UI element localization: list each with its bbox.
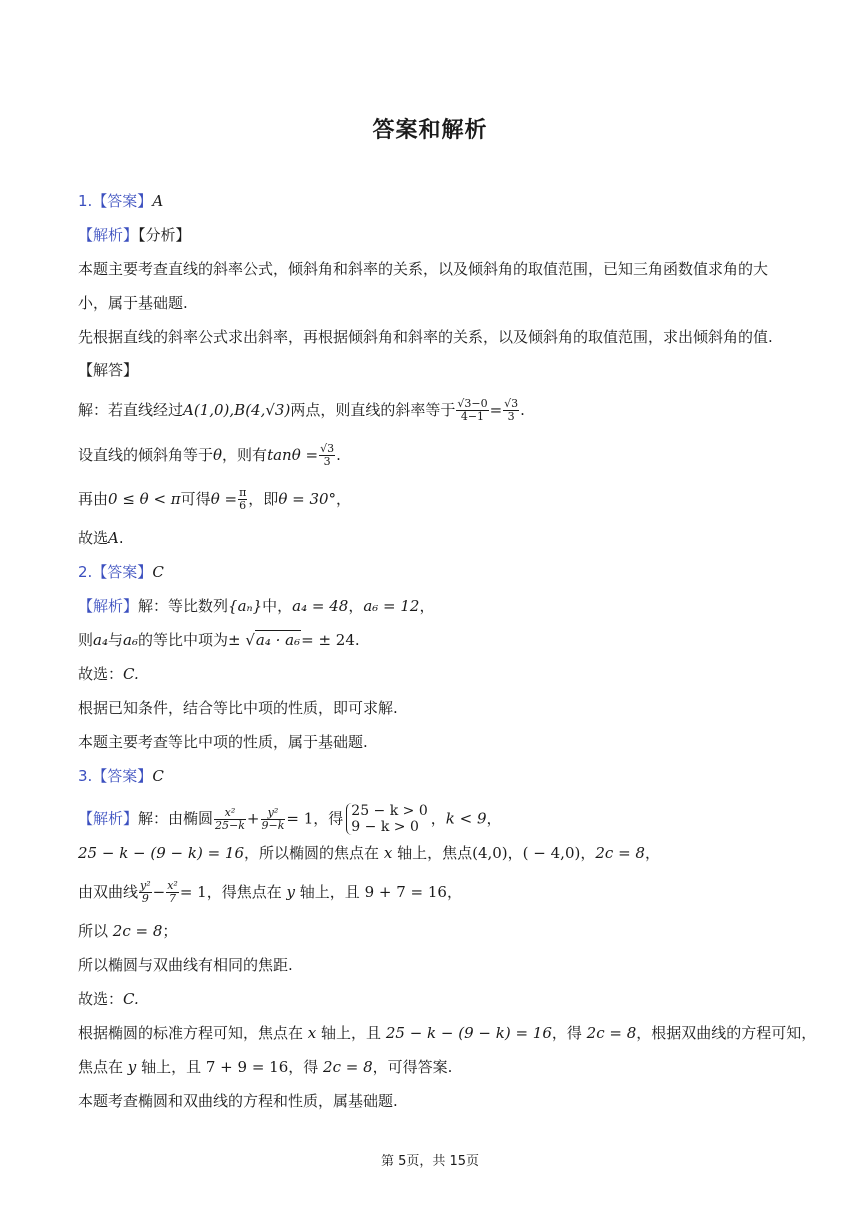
- math: 2c = 8: [595, 844, 645, 862]
- text: 故选：: [78, 665, 124, 683]
- page-footer: 第 5页，共 15页: [380, 1154, 480, 1169]
- q2-line-3: [78, 663, 139, 685]
- q2-answer-label: 2.【答案】: [78, 563, 153, 581]
- text: 轴上，且: [321, 1024, 382, 1042]
- math: A: [108, 529, 119, 547]
- q1-solution-line-2: [78, 443, 341, 468]
- q3-line-4: [78, 920, 177, 942]
- text: 故选: [78, 529, 109, 547]
- q1-answer-label: 1.【答案】: [78, 192, 153, 210]
- q1-fenxi-tag: 【分析】: [138, 226, 191, 244]
- text: ，: [486, 809, 502, 828]
- math: −: [152, 883, 166, 901]
- q1-para-3: 先根据直线的斜率公式求出斜率，再根据倾斜角和斜率的关系，以及倾斜角的取值范围，求出倾斜角的值.: [78, 328, 773, 346]
- q3-line-3: [78, 880, 462, 905]
- page-title: 答案和解析: [372, 118, 488, 143]
- math: = ± 24.: [301, 631, 360, 649]
- math: x: [307, 1024, 317, 1042]
- numerator: x²: [167, 879, 178, 892]
- sqrt-symbol: √: [245, 631, 255, 649]
- q1-solution-line-1: [78, 398, 525, 423]
- math: a₆ = 12: [363, 597, 420, 615]
- math: k < 9: [445, 809, 487, 828]
- text: 解：等比数列: [138, 597, 229, 615]
- denominator: 9−k: [261, 818, 285, 832]
- denominator: 6: [239, 499, 247, 512]
- text: ，可得答案.: [372, 1058, 453, 1076]
- fraction: [456, 398, 488, 423]
- text: ，: [419, 597, 435, 615]
- math: = 1: [179, 883, 207, 901]
- text: .: [336, 446, 341, 464]
- math: y: [286, 883, 296, 901]
- text: 轴上，且: [299, 883, 360, 901]
- text: ，: [446, 883, 462, 901]
- system-row: 25 − k > 0: [351, 803, 428, 819]
- text: 解：由椭圆: [138, 809, 214, 828]
- text: 由双曲线: [78, 883, 139, 901]
- math: =: [489, 401, 503, 419]
- q1-analysis-tags: [78, 224, 191, 246]
- text: ，得: [551, 1024, 582, 1042]
- q1-solution-line-3: [78, 487, 351, 512]
- math: 2c = 8: [586, 1024, 637, 1042]
- numerator: x²: [214, 807, 246, 820]
- math-points: A(1,0),B(4,√3): [183, 401, 291, 419]
- q3-line-9: 本题考查椭圆和双曲线的方程和性质，属基础题.: [78, 1092, 398, 1110]
- radicand: a₄ · a₆: [255, 631, 301, 649]
- q1-answer-value: A: [152, 192, 164, 210]
- text: 根据椭圆的标准方程可知，焦点在: [78, 1024, 304, 1042]
- text: ，: [348, 597, 364, 615]
- math: (4,0): [472, 844, 508, 862]
- fraction: [238, 487, 247, 512]
- math: tanθ =: [267, 446, 319, 464]
- q2-line-4: 根据已知条件，结合等比中项的性质，即可求解.: [78, 699, 398, 717]
- q3-line-8: [78, 1056, 452, 1078]
- fraction: [214, 807, 246, 832]
- math: ±: [227, 631, 241, 649]
- q3-answer-value: C: [152, 767, 164, 785]
- math: 25 − k − (9 − k) = 16: [385, 1024, 552, 1042]
- text: 设直线的倾斜角等于: [78, 446, 214, 464]
- text: 故选：: [78, 990, 124, 1008]
- text: ，: [430, 809, 446, 828]
- q1-solution-tag: 【解答】: [78, 361, 139, 379]
- text: ，所以椭圆的焦点在: [244, 844, 380, 862]
- math: ( − 4,0): [522, 844, 581, 862]
- text: 解：若直线经过: [78, 401, 184, 419]
- equation-system: [346, 803, 427, 835]
- q2-answer-line: [78, 561, 164, 583]
- text: 的等比中项为: [137, 631, 228, 649]
- text: ，则有: [222, 446, 268, 464]
- math: 0 ≤ θ < π: [108, 490, 181, 508]
- math: a₆: [123, 631, 138, 649]
- text: ，: [336, 490, 352, 508]
- math: 7 + 9 = 16: [205, 1058, 289, 1076]
- system-row: 9 − k > 0: [351, 819, 419, 835]
- fraction: [319, 443, 335, 468]
- numerator: π: [239, 486, 247, 499]
- text: 则: [78, 631, 94, 649]
- q1-answer-line: [78, 190, 163, 212]
- text: ，: [507, 844, 523, 862]
- math: {aₙ}: [228, 597, 263, 615]
- denominator: 9: [141, 892, 149, 905]
- math: a₄ = 48: [292, 597, 349, 615]
- math: = 1: [286, 809, 314, 828]
- text: 与: [107, 631, 123, 649]
- denominator: 4−1: [460, 410, 485, 423]
- text: ，得焦点在: [206, 883, 282, 901]
- text: 中，: [262, 597, 293, 615]
- text: 再由: [78, 490, 109, 508]
- numerator: √3: [320, 442, 335, 455]
- text: .: [520, 401, 525, 419]
- math: θ =: [210, 490, 238, 508]
- q3-line-2: [78, 842, 660, 864]
- q2-line-1: [78, 595, 435, 617]
- numerator: √3−0: [457, 397, 488, 410]
- math: 2c = 8: [323, 1058, 373, 1076]
- text: 焦点在: [78, 1058, 124, 1076]
- q2-line-2: [78, 629, 360, 651]
- numerator: y²: [140, 879, 151, 892]
- q1-analysis-tag: 【解析】: [78, 226, 139, 244]
- q2-analysis-tag: 【解析】: [78, 597, 139, 615]
- math: 25 − k − (9 − k) = 16: [78, 844, 245, 862]
- fraction: [166, 880, 179, 905]
- q2-answer-value: C: [152, 563, 164, 581]
- q2-line-5: 本题主要考查等比中项的性质，属于基础题.: [78, 733, 368, 751]
- denominator: 25−k: [215, 818, 245, 832]
- text: .: [118, 529, 124, 547]
- numerator: √3: [504, 397, 519, 410]
- q3-answer-label: 3.【答案】: [78, 767, 153, 785]
- text: ，: [580, 844, 596, 862]
- fraction: [503, 398, 519, 423]
- text: ；: [162, 922, 178, 940]
- q3-line-5: 所以椭圆与双曲线有相同的焦距.: [78, 956, 293, 974]
- math: x: [383, 844, 393, 862]
- denominator: 7: [169, 892, 177, 905]
- fraction: [261, 807, 286, 832]
- text: ，即: [248, 490, 279, 508]
- q3-answer-line: [78, 765, 164, 787]
- math: θ: [213, 446, 223, 464]
- math: +: [246, 809, 260, 828]
- text: ，得: [288, 1058, 319, 1076]
- denominator: 3: [323, 455, 331, 468]
- text: 所以: [78, 922, 109, 940]
- math: C.: [123, 990, 139, 1008]
- fraction: [139, 880, 152, 905]
- q3-analysis-tag: 【解析】: [78, 809, 139, 828]
- text: ，根据双曲线的方程可知，: [636, 1024, 817, 1042]
- math: θ = 30°: [278, 490, 337, 508]
- q3-line-7: [78, 1022, 816, 1044]
- text: ，: [644, 844, 660, 862]
- math: y: [127, 1058, 137, 1076]
- math: 9 + 7 = 16: [364, 883, 447, 901]
- q1-para-1: 本题主要考查直线的斜率公式，倾斜角和斜率的关系，以及倾斜角的取值范围，已知三角函数值求角的大: [78, 260, 769, 278]
- math: a₄: [93, 631, 108, 649]
- denominator: 3: [507, 410, 515, 423]
- q3-line-6: [78, 988, 139, 1010]
- text: 两点，则直线的斜率等于: [290, 401, 456, 419]
- text: 可得: [180, 490, 211, 508]
- text: ，得: [313, 809, 344, 828]
- q1-para-2: 小，属于基础题.: [78, 294, 188, 312]
- text: 轴上，且: [141, 1058, 202, 1076]
- q3-line-1: [78, 803, 502, 835]
- math: 2c = 8: [112, 922, 163, 940]
- math: C.: [123, 665, 139, 683]
- text: 轴上，焦点: [397, 844, 473, 862]
- numerator: y²: [261, 807, 286, 820]
- q1-solution-line-4: [78, 527, 124, 549]
